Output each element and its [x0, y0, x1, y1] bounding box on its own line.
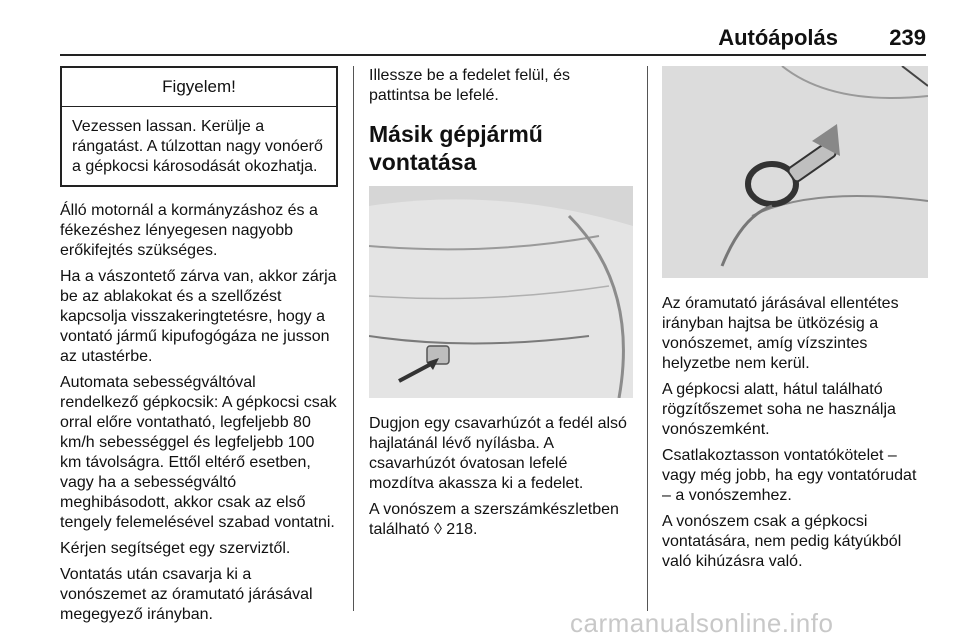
warning-box [60, 66, 338, 187]
page-number: 239 [889, 25, 926, 50]
towing-eye-image [662, 66, 928, 278]
paragraph: Ha a vászontető zárva van, akkor zárja be az ablakokat és a szellőzést kapcsolja visszakeringtetésre, hogy a vontató jármű kipufogógáza ne jusson az utastérbe. [60, 268, 337, 365]
page-header [60, 20, 926, 56]
paragraph: Illessze be a fedelet felül, és pattintsa be lefelé. [369, 67, 571, 104]
rear-bumper-cover-image [369, 186, 633, 398]
paragraph: Kérjen segítséget egy szerviztől. [60, 540, 291, 557]
column-divider [647, 66, 648, 611]
paragraph: Álló motornál a kormányzáshoz és a fékezéshez lényegesen nagyobb erőkifejtés szükséges. [60, 202, 318, 259]
paragraph: Vontatás után csavarja ki a vonószemet az óramutató járásával megegyező irányban. [60, 566, 313, 623]
column-divider [353, 66, 354, 611]
warning-title: Figyelem! [62, 68, 336, 107]
paragraph: Az óramutató járásával ellentétes irányban hajtsa be ütközésig a vonószemet, amíg vízszintes helyzetbe nem kerül. [662, 295, 899, 372]
warning-text: Vezessen lassan. Kerülje a rángatást. A túlzottan nagy vonóerő a gépkocsi károsodását okozhatja. [72, 118, 323, 175]
column-2 [369, 66, 633, 546]
paragraph: A vonószem csak a gépkocsi vontatására, nem pedig kátyúkból való kihúzásra való. [662, 513, 902, 570]
paragraph: Dugjon egy csavarhúzót a fedél alsó hajlatánál lévő nyílásba. A csavarhúzót óvatosan lefelé mozdítva akassza ki a fedelet. [369, 415, 627, 492]
paragraph: A vonószem a szerszámkészletben található ◊ 218. [369, 501, 619, 538]
column-1 [60, 66, 338, 631]
section-title: Autóápolás [718, 25, 838, 50]
paragraph: Csatlakoztasson vontatókötelet – vagy még jobb, ha egy vontatórudat – a vonószemhez. [662, 447, 917, 504]
paragraph: A gépkocsi alatt, hátul található rögzítőszemet soha ne használja vonószemként. [662, 381, 896, 438]
watermark: carmanualsonline.info [570, 608, 834, 638]
column-3 [662, 66, 928, 578]
section-heading: Másik gépjármű vontatása [369, 121, 543, 175]
paragraph: Automata sebességváltóval rendelkező gépkocsik: A gépkocsi csak orral előre vontatható, legfeljebb 80 km/h sebességgel és legfeljebb 100 km távolságra. Ettől eltérő esetben, vagy ha a sebességváltó meghibásodott, akkor csak az első tengely felemelésével szabad vontatni. [60, 374, 337, 531]
